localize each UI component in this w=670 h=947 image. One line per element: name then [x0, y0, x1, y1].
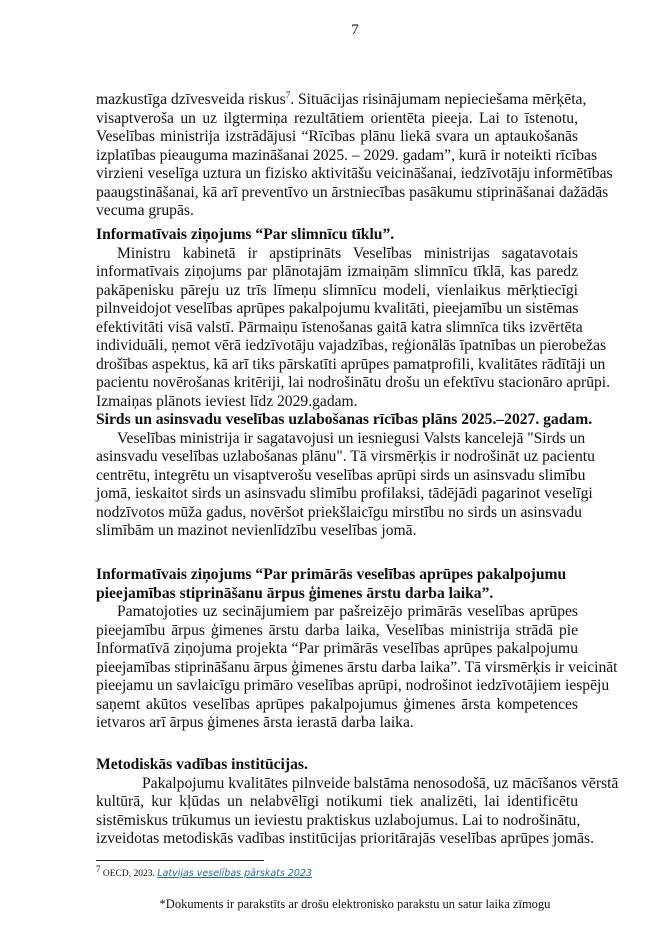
footnote	[96, 863, 313, 879]
text-line: sistēmiskus trūkumus un ieviestu praktiskus uzlabojumus. Lai to nodrošinātu,	[96, 811, 581, 829]
text-line	[96, 89, 587, 110]
text-line: vecuma grupās.	[96, 202, 194, 219]
section-heading	[96, 226, 578, 245]
section-primary-care	[96, 566, 618, 733]
section-hospital-network	[96, 226, 611, 411]
section-body	[96, 244, 611, 412]
text-line: pieejamu un savlaicīgu primāro veselības aprūpi, nodrošinot iedzīvotājiem iespēju	[96, 677, 610, 694]
text-line: virzieni veselīga uztura un fizisko aktivitāšu veicināšanai, iedzīvotāju informētības	[96, 165, 613, 182]
text-line: pieejamības stiprināšanu ārpus ģimenes ārstu darba laika”. Tā virsmērķis ir veicināt	[96, 658, 618, 676]
paragraph-intro	[96, 89, 613, 221]
heading-line: Sirds un asinsvadu veselības uzlabošanas rīcības plāns 2025.–2027. gadam.	[96, 411, 593, 428]
section-heading	[96, 411, 593, 430]
footnote-link[interactable]: Latvijas veselības pārskats 2023	[157, 868, 313, 879]
footnote-text: OECD, 2023.	[102, 869, 155, 879]
heading-line: Metodiskās vadības institūcijas.	[96, 756, 308, 773]
text: mazkustīga dzīvesveida riskus	[96, 91, 286, 108]
signature-notice: *Dokuments ir parakstīts ar drošu elektronisko parakstu un satur laika zīmogu	[159, 897, 551, 911]
heading-line: Informatīvais ziņojums “Par primārās veselības aprūpes pakalpojumu	[96, 566, 567, 583]
text-line: Pamatojoties uz secinājumiem par pašreizējo primārās veselības aprūpes	[117, 603, 578, 620]
section-body	[96, 603, 618, 733]
footnote-divider	[96, 860, 264, 861]
text-line: paaugstināšanai, kā arī preventīvo un ārstniecības pasākumu stiprināšanai dažādās	[96, 183, 609, 201]
section-body	[96, 774, 619, 849]
section-body	[96, 429, 595, 541]
text-line: individuāli, ņemot vērā iedzīvotāju vajadzības, reģionālās īpatnības un pierobežas	[96, 337, 607, 354]
footnote-ref[interactable]: 7	[285, 89, 291, 100]
section-heading	[96, 566, 578, 603]
text-line: izveidotas metodiskās vadības institūcijas prioritārajās veselības aprūpes jomās.	[96, 830, 595, 847]
text-line: pieejamību ārpus ģimenes ārstu darba laika, Veselības ministrija strādā pie	[96, 621, 578, 639]
text-line: saņemt akūtos veselības aprūpes pakalpojumus ģimenes ārsta kompetences	[96, 695, 578, 713]
text-line: pacientu novērošanas kritēriji, lai nodrošinātu drošu un efektīvu stacionāro aprūpi.	[96, 374, 611, 391]
section-cardiovascular-plan	[96, 411, 595, 541]
text-line: ietvaros arī ārpus ģimenes ārsta ierastā darba laika.	[96, 714, 414, 731]
text-line: jomā, ieskaitot sirds un asinsvadu slimību profilaksi, tādējādi pagarinot veselīgi	[96, 485, 593, 502]
text-line: efektivitāti visā valstī. Pārmaiņu īstenošanas gaitā katra slimnīca tiks izvērtēta	[96, 318, 583, 336]
text-line: informatīvais ziņojums par plānotajām izmaiņām slimnīcu tīklā, kas paredz	[96, 263, 578, 280]
text: . Situācijas risinājumam nepieciešama mērķēta,	[290, 91, 587, 108]
text-line: asinsvadu veselības uzlabošanas plānu". Tā virsmērķis ir nodrošināt uz pacientu	[96, 448, 595, 465]
text-line: Veselības ministrija izstrādājusi “Rīcības plānu liekā svara un aptaukošanās	[96, 128, 578, 145]
text-line: drošības aspektus, kā arī tiks pārskatīti aprūpes pamatprofili, kvalitātes rādītāji un	[96, 355, 606, 373]
page-number: 7	[351, 22, 359, 38]
footnote-number: 7	[96, 863, 101, 874]
text-line: Veselības ministrija ir sagatavojusi un iesniegusi Valsts kancelejā "Sirds un	[117, 429, 586, 447]
paragraph-lines	[96, 109, 613, 221]
section-methodological-institutions	[96, 756, 619, 849]
text-line: Pakalpojumu kvalitātes pilnveide balstāma nenosodošā, uz mācīšanos vērstā	[142, 774, 619, 792]
text-line: Izmaiņas plānots ieviest līdz 2029.gadam.	[96, 392, 358, 410]
text-line: pakāpenisku pāreju uz trīs līmeņu slimnīcu modeli, vienlaikus mērķtiecīgi	[96, 281, 578, 299]
text-line: Informatīvā ziņojuma projekta “Par primārās veselības aprūpes pakalpojumu	[96, 640, 578, 657]
text-line: slimībām un mazinot nevienlīdzību veselības jomā.	[96, 522, 417, 539]
heading-line: pieejamības stiprināšanu ārpus ģimenes ārstu darba laika”.	[96, 584, 494, 602]
text-line: centrētu, integrētu un visaptverošu veselības aprūpi sirds un asinsvadu slimību	[96, 466, 586, 484]
text-line: pilnveidojot veselības aprūpes pakalpojumu kvalitāti, pieejamību un sistēmas	[96, 300, 579, 317]
section-heading	[96, 756, 578, 775]
text-line: izplatības pieauguma mazināšanai 2025. – 2029. gadam”, kurā ir noteikti rīcības	[96, 146, 598, 164]
text-line: kultūrā, kur kļūdas un nelabvēlīgi notikumi tiek analizēti, lai identificētu	[96, 793, 578, 810]
text-line: Ministru kabinetā ir apstiprināts Veselības ministrijas sagatavotais	[117, 244, 578, 262]
heading-line: Informatīvais ziņojums “Par slimnīcu tīklu”.	[96, 226, 395, 243]
text-line: nodzīvotos mūža gadus, novēršot priekšlaicīgu mirstību no sirds un asinsvadu	[96, 503, 582, 521]
text-line: visaptveroša un uz ilgtermiņa rezultātiem orientēta pieeja. Lai to īstenotu,	[96, 109, 578, 127]
